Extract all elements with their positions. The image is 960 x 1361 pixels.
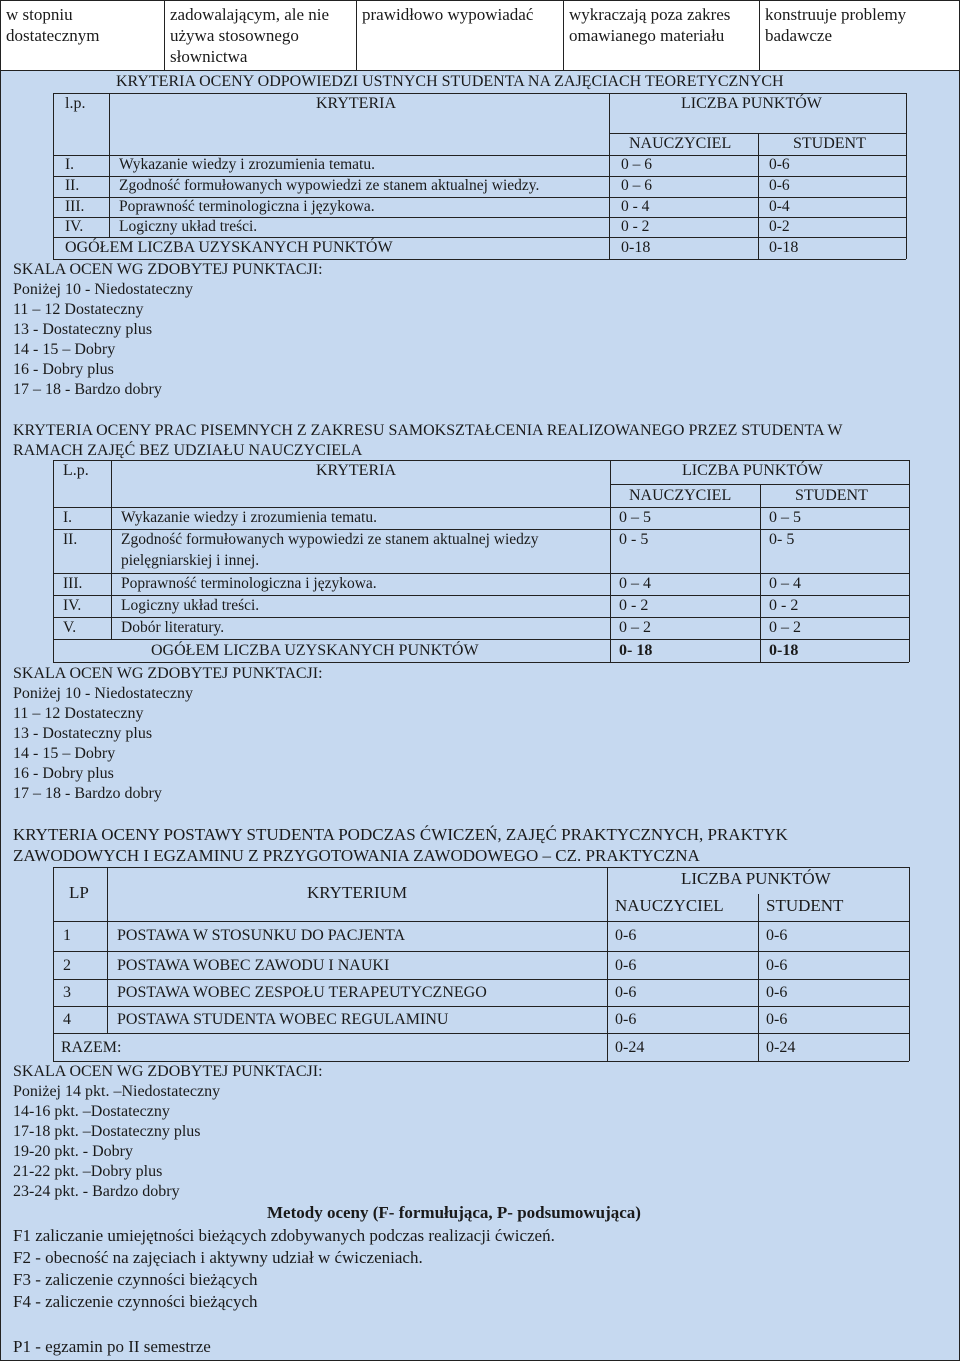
s2-row5-s: 0 – 2 bbox=[769, 619, 801, 636]
s1-total-label: OGÓŁEM LICZBA UZYSKANYCH PUNKTÓW bbox=[65, 239, 393, 256]
s1-scale-item: 16 - Dobry plus bbox=[13, 361, 114, 378]
s1-scale-item: 17 – 18 - Bardzo dobry bbox=[13, 381, 162, 398]
s2-scale-item: 17 – 18 - Bardzo dobry bbox=[13, 785, 162, 802]
s2-header-kryteria: KRYTERIA bbox=[316, 462, 396, 479]
s2-row4-n: 0 - 2 bbox=[619, 597, 649, 614]
s2-row1-n: 0 – 5 bbox=[619, 509, 651, 526]
s3-scale-item: 21-22 pkt. –Dobry plus bbox=[13, 1163, 163, 1180]
method-item: F1 zaliczanie umiejętności bieżących zdobywanych podczas realizacji ćwiczeń. bbox=[13, 1226, 555, 1245]
s3-header-kryterium: KRYTERIUM bbox=[307, 883, 408, 902]
s1-row4-n: 0 - 2 bbox=[621, 218, 650, 235]
s2-row5-text: Dobór literatury. bbox=[121, 619, 225, 636]
s1-scale-item: 11 – 12 Dostateczny bbox=[13, 301, 144, 318]
s1-header-liczba: LICZBA PUNKTÓW bbox=[681, 95, 822, 112]
s2-header-liczba: LICZBA PUNKTÓW bbox=[682, 462, 823, 479]
s1-row4-text: Logiczny układ treści. bbox=[119, 218, 258, 235]
top-cell-5: konstruuje problemy badawcze bbox=[765, 5, 907, 45]
s2-row3-text: Poprawność terminologiczna i językowa. bbox=[121, 575, 377, 592]
s1-scale-item: Poniżej 10 - Niedostateczny bbox=[13, 281, 193, 298]
s1-total-n: 0-18 bbox=[621, 239, 651, 256]
s1-row1-num: I. bbox=[65, 156, 75, 173]
s2-total-n: 0- 18 bbox=[619, 642, 653, 659]
s3-row1-s: 0-6 bbox=[766, 927, 788, 944]
s1-row3-s: 0-4 bbox=[769, 198, 790, 215]
s3-row4-text: POSTAWA STUDENTA WOBEC REGULAMINU bbox=[117, 1011, 449, 1028]
section2-title-line2: RAMACH ZAJĘĆ BEZ UDZIAŁU NAUCZYCIELA bbox=[13, 442, 363, 459]
s3-scale-item: 17-18 pkt. –Dostateczny plus bbox=[13, 1123, 201, 1140]
s3-row3-n: 0-6 bbox=[615, 984, 637, 1001]
s3-row2-s: 0-6 bbox=[766, 957, 788, 974]
s3-header-student: STUDENT bbox=[766, 896, 844, 915]
s2-row4-text: Logiczny układ treści. bbox=[121, 597, 260, 614]
s2-row2-num: II. bbox=[63, 531, 78, 548]
s1-row2-s: 0-6 bbox=[769, 177, 790, 194]
section3-title-line2: ZAWODOWYCH I EGZAMINU Z PRZYGOTOWANIA ZAWODOWEGO – CZ. PRAKTYCZNA bbox=[13, 846, 700, 865]
methods-title: Metody oceny (F- formułująca, P- podsumowująca) bbox=[267, 1203, 641, 1222]
s1-row2-num: II. bbox=[65, 177, 80, 194]
s1-row1-text: Wykazanie wiedzy i zrozumienia tematu. bbox=[119, 156, 375, 173]
s1-scale-item: 14 - 15 – Dobry bbox=[13, 341, 116, 358]
s2-header-nauczyciel: NAUCZYCIEL bbox=[629, 487, 732, 504]
s2-row3-s: 0 – 4 bbox=[769, 575, 801, 592]
s3-scale-item: 14-16 pkt. –Dostateczny bbox=[13, 1103, 170, 1120]
top-cell-4: wykraczają poza zakres omawianego materiału bbox=[564, 1, 760, 70]
s3-scale-item: 19-20 pkt. - Dobry bbox=[13, 1143, 133, 1160]
s1-header-student: STUDENT bbox=[793, 135, 866, 152]
s1-scale-item: 13 - Dostateczny plus bbox=[13, 321, 153, 338]
s3-row3-num: 3 bbox=[63, 984, 71, 1001]
s2-scale-item: 11 – 12 Dostateczny bbox=[13, 705, 144, 722]
s2-row2-s: 0- 5 bbox=[769, 531, 795, 548]
s2-row2-text: Zgodność formułowanych wypowiedzi ze stanem aktualnej wiedzy bbox=[121, 531, 539, 548]
s3-row3-text: POSTAWA WOBEC ZESPOŁU TERAPEUTYCZNEGO bbox=[117, 984, 487, 1001]
top-cell-1: w stopniu dostatecznym bbox=[1, 1, 165, 70]
s3-row3-s: 0-6 bbox=[766, 984, 788, 1001]
s2-row1-num: I. bbox=[63, 509, 73, 526]
s3-scale-title: SKALA OCEN WG ZDOBYTEJ PUNKTACJI: bbox=[13, 1063, 323, 1080]
s1-header-kryteria: KRYTERIA bbox=[316, 95, 396, 112]
s1-row1-n: 0 – 6 bbox=[621, 156, 652, 173]
s2-total-s: 0-18 bbox=[769, 642, 799, 659]
s2-row5-num: V. bbox=[63, 619, 77, 636]
s1-total-s: 0-18 bbox=[769, 239, 799, 256]
top-row bbox=[1, 1, 959, 71]
s3-scale-item: Poniżej 14 pkt. –Niedostateczny bbox=[13, 1083, 221, 1100]
s3-total-s: 0-24 bbox=[766, 1039, 796, 1056]
s3-header-lp: LP bbox=[69, 883, 89, 902]
s2-row4-s: 0 - 2 bbox=[769, 597, 799, 614]
top-cell-3: prawidłowo wypowiadać bbox=[357, 1, 564, 70]
s1-header-nauczyciel: NAUCZYCIEL bbox=[629, 135, 732, 152]
s2-scale-item: 14 - 15 – Dobry bbox=[13, 745, 116, 762]
s3-header-nauczyciel: NAUCZYCIEL bbox=[615, 896, 724, 915]
s2-scale-item: 13 - Dostateczny plus bbox=[13, 725, 153, 742]
s3-header-liczba: LICZBA PUNKTÓW bbox=[681, 869, 831, 888]
s3-row4-s: 0-6 bbox=[766, 1011, 788, 1028]
s3-row4-n: 0-6 bbox=[615, 1011, 637, 1028]
s2-scale-title: SKALA OCEN WG ZDOBYTEJ PUNKTACJI: bbox=[13, 665, 323, 682]
s2-row3-num: III. bbox=[63, 575, 83, 592]
s1-row4-s: 0-2 bbox=[769, 218, 790, 235]
s3-row2-text: POSTAWA WOBEC ZAWODU I NAUKI bbox=[117, 957, 390, 974]
s2-row2-n: 0 - 5 bbox=[619, 531, 649, 548]
s2-scale-item: Poniżej 10 - Niedostateczny bbox=[13, 685, 193, 702]
method-item: F3 - zaliczenie czynności bieżących bbox=[13, 1270, 258, 1289]
s3-total-n: 0-24 bbox=[615, 1039, 645, 1056]
method-item: F2 - obecność na zajęciach i aktywny udział w ćwiczeniach. bbox=[13, 1248, 423, 1267]
section2-title-line1: KRYTERIA OCENY PRAC PISEMNYCH Z ZAKRESU SAMOKSZTAŁCENIA REALIZOWANEGO PRZEZ STUDENTA W bbox=[13, 422, 843, 439]
s2-row1-s: 0 – 5 bbox=[769, 509, 801, 526]
s2-header-student: STUDENT bbox=[795, 487, 868, 504]
s3-row4-num: 4 bbox=[63, 1011, 71, 1028]
s2-row3-n: 0 – 4 bbox=[619, 575, 651, 592]
s3-row2-num: 2 bbox=[63, 957, 71, 974]
section1-title: KRYTERIA OCENY ODPOWIEDZI USTNYCH STUDENTA NA ZAJĘCIACH TEORETYCZNYCH bbox=[116, 73, 784, 90]
s2-row2-text-cont: pielęgniarskiej i innej. bbox=[121, 552, 260, 569]
s3-total-label: RAZEM: bbox=[61, 1039, 122, 1056]
top-cell-2: zadowalającym, ale nie używa stosownego słownictwa bbox=[165, 1, 357, 70]
s1-row2-text: Zgodność formułowanych wypowiedzi ze stanem aktualnej wiedzy. bbox=[119, 177, 540, 194]
s1-row4-num: IV. bbox=[65, 218, 84, 235]
s2-row1-text: Wykazanie wiedzy i zrozumienia tematu. bbox=[121, 509, 377, 526]
s3-row1-num: 1 bbox=[63, 927, 71, 944]
s2-row4-num: IV. bbox=[63, 597, 82, 614]
s1-row3-num: III. bbox=[65, 198, 85, 215]
s2-total-label: OGÓŁEM LICZBA UZYSKANYCH PUNKTÓW bbox=[151, 642, 479, 659]
s3-row1-text: POSTAWA W STOSUNKU DO PACJENTA bbox=[117, 927, 406, 944]
method-item: P1 - egzamin po II semestrze bbox=[13, 1337, 211, 1356]
s1-row2-n: 0 – 6 bbox=[621, 177, 652, 194]
s1-row3-n: 0 - 4 bbox=[621, 198, 650, 215]
s2-row5-n: 0 – 2 bbox=[619, 619, 651, 636]
s2-header-lp: L.p. bbox=[63, 462, 89, 479]
s3-row1-n: 0-6 bbox=[615, 927, 637, 944]
method-item: F4 - zaliczenie czynności bieżących bbox=[13, 1292, 258, 1311]
s2-scale-item: 16 - Dobry plus bbox=[13, 765, 114, 782]
s1-row3-text: Poprawność terminologiczna i językowa. bbox=[119, 198, 375, 215]
s3-scale-item: 23-24 pkt. - Bardzo dobry bbox=[13, 1183, 180, 1200]
s1-scale-title: SKALA OCEN WG ZDOBYTEJ PUNKTACJI: bbox=[13, 261, 323, 278]
s1-header-lp: l.p. bbox=[65, 95, 86, 112]
section3-title-line1: KRYTERIA OCENY POSTAWY STUDENTA PODCZAS ĆWICZEŃ, ZAJĘĆ PRAKTYCZNYCH, PRAKTYK bbox=[13, 825, 788, 844]
s3-row2-n: 0-6 bbox=[615, 957, 637, 974]
s1-row1-s: 0-6 bbox=[769, 156, 790, 173]
